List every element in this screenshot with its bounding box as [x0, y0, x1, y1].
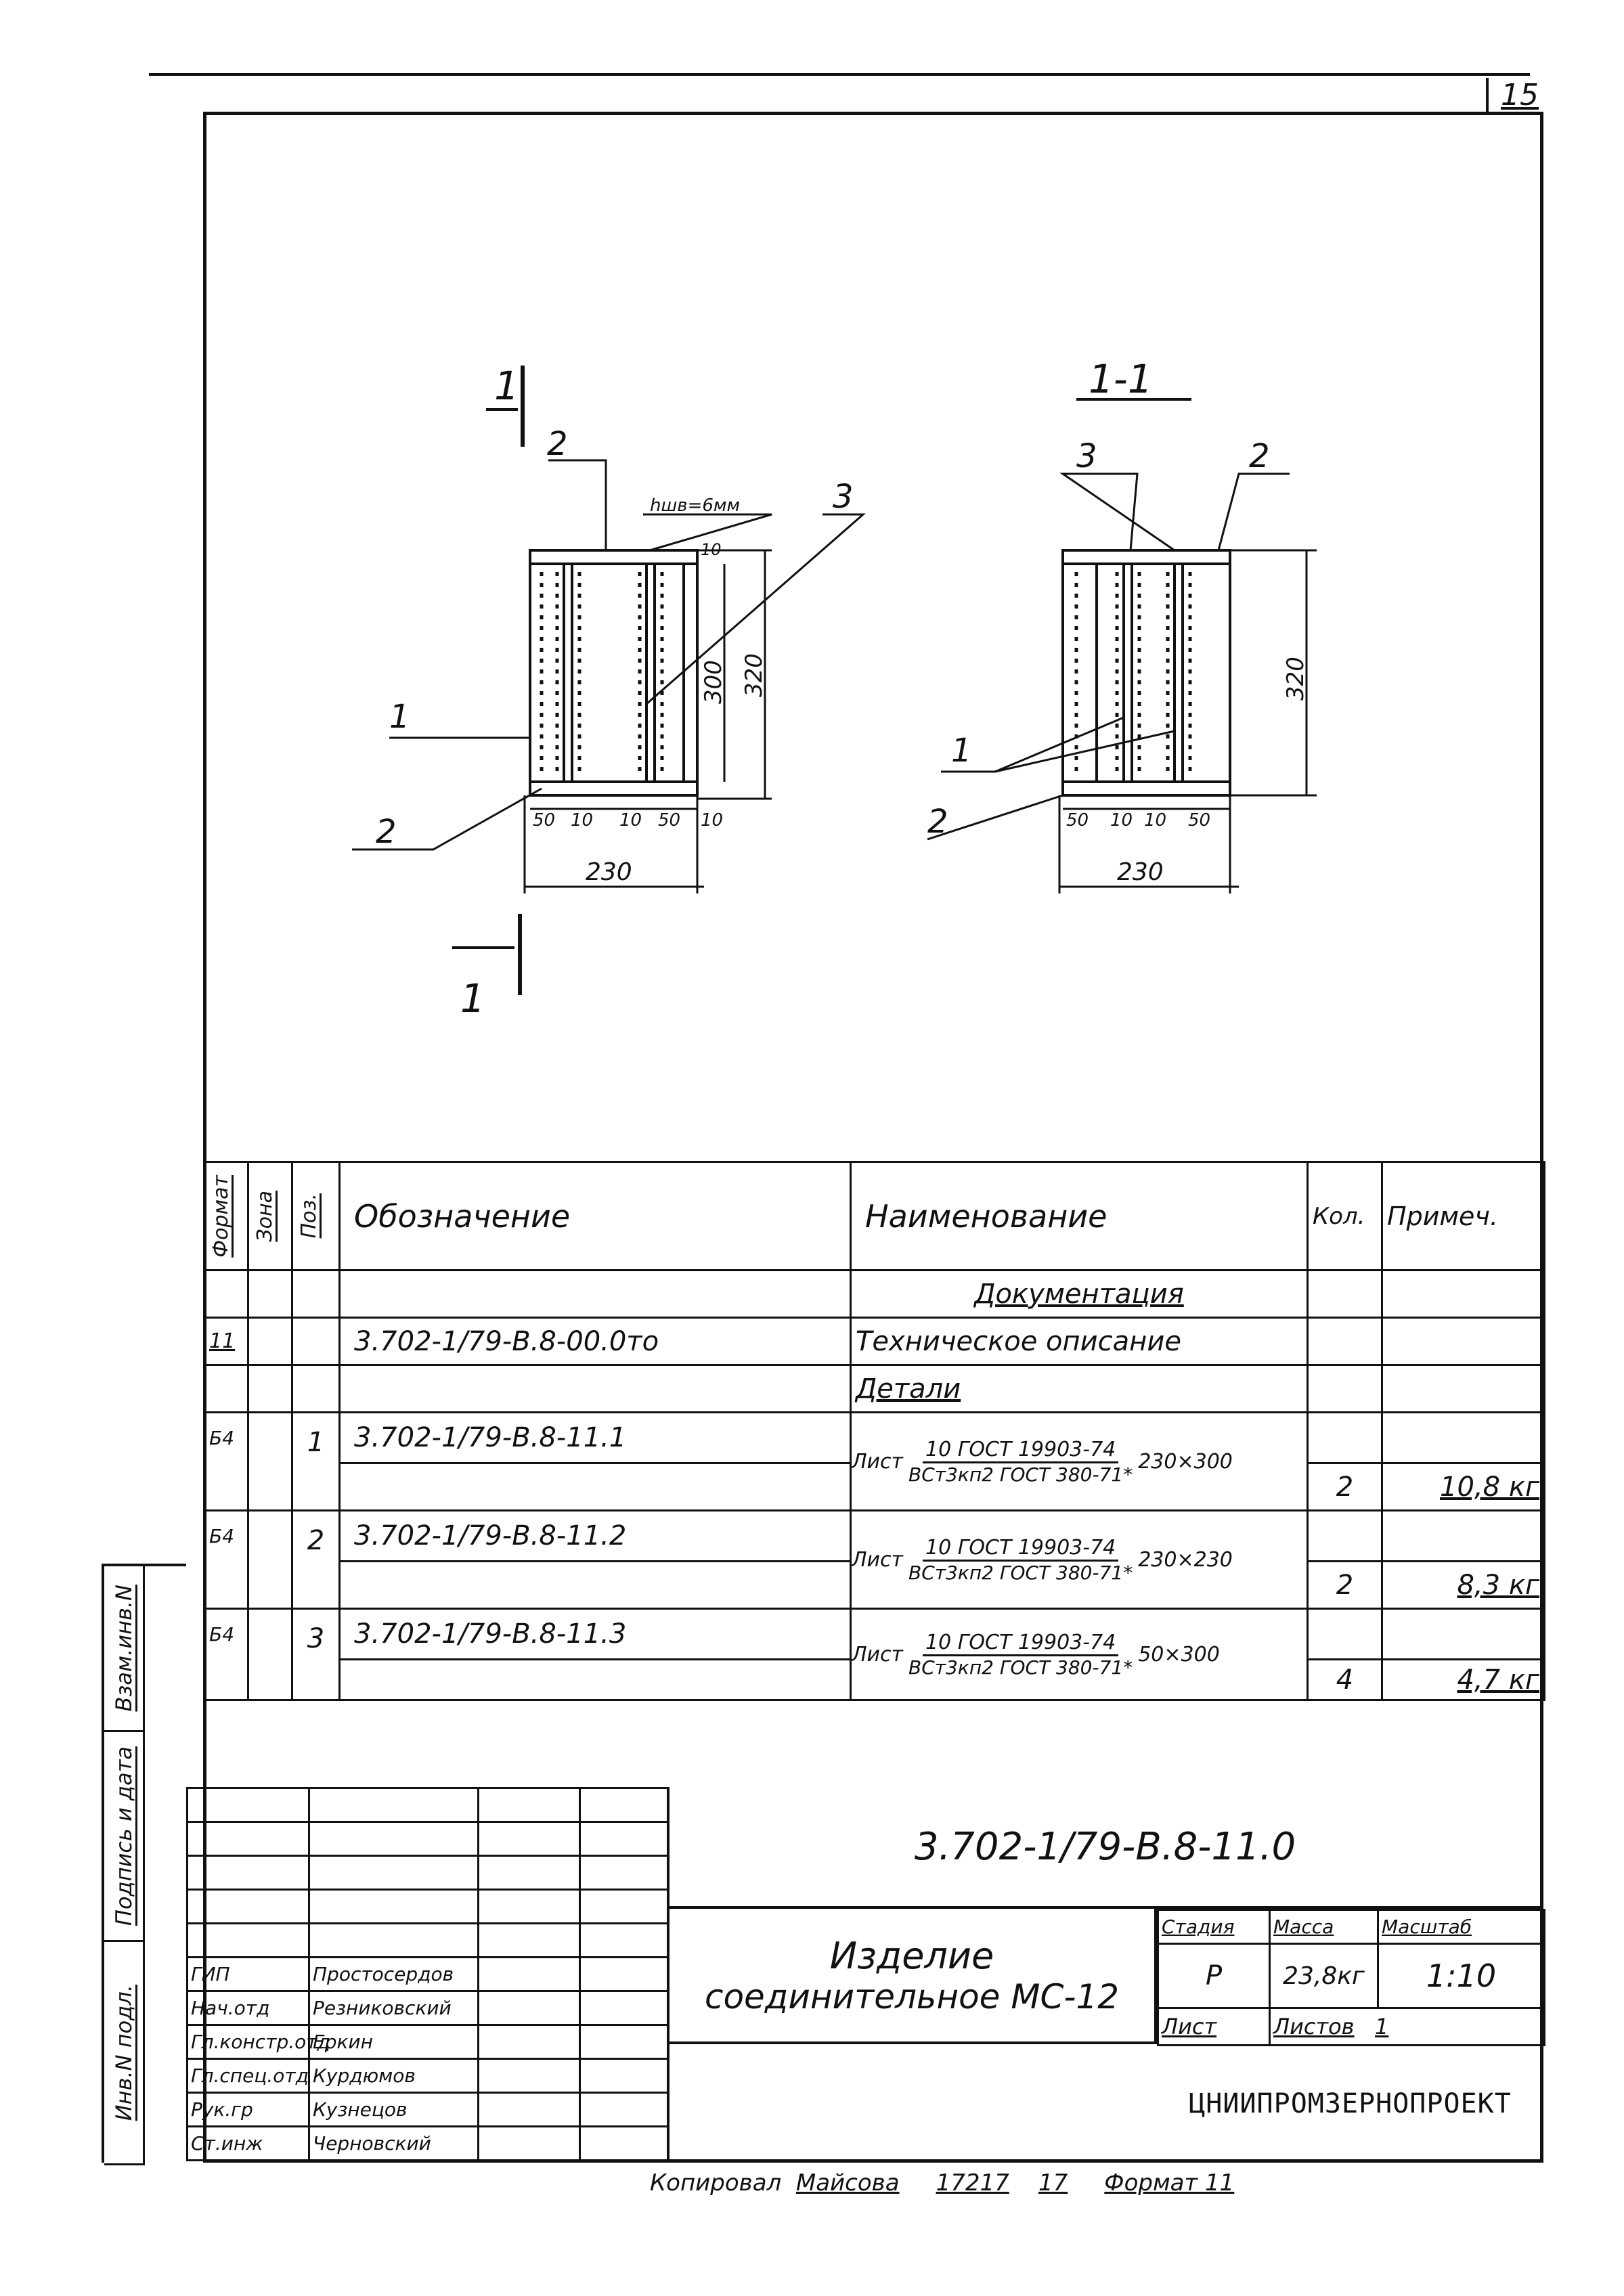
doc-designation: 3.702-1/79-В.8-00.0то — [340, 1318, 851, 1365]
section-label-bottom: 1 — [460, 975, 485, 1021]
staff-row: Гл.спец.отд Курдюмов — [188, 2059, 668, 2093]
side-stamp-column — [102, 1564, 186, 2163]
right-dim-a: 50 — [1066, 810, 1089, 831]
left-body — [530, 564, 697, 782]
part-material: Лист $\frac{\text{10 ГОСТ 19903-74}}{\text{ВСт3кп2 ГОСТ 380-71*}}$ 230×230 — [852, 1535, 1233, 1584]
left-bottom-plate — [530, 782, 697, 795]
staff-row: ГИП Простосердов — [188, 1958, 668, 1991]
vzam-inv-cell: Взам.инв.N — [104, 1566, 145, 1732]
left-callout-2-top: 2 — [547, 425, 568, 463]
part-note: 4,7 кг — [1382, 1660, 1545, 1700]
left-dim-b: 10 — [571, 810, 594, 831]
left-top-plate — [530, 550, 697, 564]
scale-value: 1:10 — [1378, 1944, 1545, 2008]
col-zone: Зона — [248, 1162, 292, 1271]
right-callout-1: 1 — [951, 732, 972, 770]
left-dim-c: 10 — [619, 810, 642, 831]
part-designation: 3.702-1/79-В.8-11.2 — [340, 1511, 851, 1562]
part-designation: 3.702-1/79-В.8-11.3 — [340, 1609, 851, 1660]
table-row: Б4 3 3.702-1/79-В.8-11.3 Лист $\frac{\text{10 ГОСТ 19903-74}}{\text{ВСт3кп2 ГОСТ 380-71*}}$ 50×300 — [204, 1609, 1545, 1660]
left-view-assembly — [352, 460, 863, 893]
right-callout-2-top: 2 — [1249, 437, 1270, 475]
right-callout-2-bottom: 2 — [927, 803, 948, 841]
col-format: Формат — [204, 1162, 248, 1271]
col-designation: Обозначение — [340, 1162, 851, 1271]
stage-mass-scale: Стадия Масса Масштаб Р 23,8кг 1:10 Лист Листов 1 — [1157, 1909, 1545, 2046]
organization: ЦНИИПРОМЗЕРНОПРОЕКТ — [1189, 2088, 1512, 2119]
left-dim-total-width: 230 — [586, 858, 632, 886]
table-row: Б4 2 3.702-1/79-В.8-11.2 Лист $\frac{\text{10 ГОСТ 19903-74}}{\text{ВСт3кп2 ГОСТ 380-71*}}$ 230×230 — [204, 1511, 1545, 1562]
col-pos: Поз. — [292, 1162, 340, 1271]
right-view-assembly — [927, 474, 1317, 893]
section-view-title: 1-1 — [1089, 356, 1153, 402]
right-dim-total-height: 320 — [1282, 657, 1309, 701]
right-dim-b: 10 — [1110, 810, 1133, 831]
doc-code: 3.702-1/79-В.8-11.0 — [914, 1824, 1296, 1869]
left-callout-3: 3 — [833, 478, 854, 516]
part-note: 8,3 кг — [1382, 1562, 1545, 1609]
right-callout-3: 3 — [1076, 437, 1097, 475]
part-material: Лист $\frac{\text{10 ГОСТ 19903-74}}{\text{ВСт3кп2 ГОСТ 380-71*}}$ 230×300 — [852, 1437, 1233, 1486]
inv-podl-cell: Инв.N подл. — [104, 1942, 145, 2165]
item-name-line2: соединительное МС-12 — [704, 1977, 1120, 2016]
left-dim-inner-height: 300 — [700, 660, 727, 704]
right-dim-total-width: 230 — [1117, 858, 1164, 886]
part-qty: 2 — [1308, 1562, 1382, 1609]
staff-signature-table — [186, 1787, 669, 2161]
left-callout-2-bottom: 2 — [376, 813, 397, 851]
part-designation: 3.702-1/79-В.8-11.1 — [340, 1413, 851, 1463]
staff-row: Нач.отд Резниковский — [188, 1991, 668, 2025]
part-note: 10,8 кг — [1382, 1463, 1545, 1511]
staff-row: Ст.инж Черновский — [188, 2127, 668, 2161]
part-qty: 4 — [1308, 1660, 1382, 1700]
left-dim-e: 10 — [701, 810, 724, 831]
left-dim-d: 50 — [658, 810, 681, 831]
left-callout-1: 1 — [389, 698, 410, 736]
staff-row: Рук.гр Кузнецов — [188, 2093, 668, 2127]
title-block-main — [667, 1787, 1543, 2163]
left-dim-top: 10 — [701, 540, 722, 559]
stage-value: Р — [1158, 1944, 1270, 2008]
specification-table — [203, 1161, 1545, 1701]
left-dim-total-height: 320 — [741, 653, 768, 697]
left-dim-a: 50 — [533, 810, 556, 831]
section-parts: Детали — [856, 1373, 961, 1405]
section-docs: Документация — [974, 1278, 1184, 1310]
doc-format: 11 — [204, 1318, 248, 1365]
weld-note: hшв=6мм — [650, 495, 741, 516]
col-name: Наименование — [851, 1162, 1308, 1271]
right-dim-c: 10 — [1144, 810, 1167, 831]
col-note: Примеч. — [1382, 1162, 1545, 1271]
section-label-top: 1 — [494, 363, 519, 409]
col-qty: Кол. — [1308, 1162, 1382, 1271]
staff-row: Гл.констр.отд Еркин — [188, 2025, 668, 2059]
mass-value: 23,8кг — [1270, 1944, 1378, 2008]
table-row: Б4 1 3.702-1/79-В.8-11.1 Лист $\frac{\text{10 ГОСТ 19903-74}}{\text{ВСт3кп2 ГОСТ 380-71*}}$ 230×300 — [204, 1413, 1545, 1463]
part-material: Лист $\frac{\text{10 ГОСТ 19903-74}}{\text{ВСт3кп2 ГОСТ 380-71*}}$ 50×300 — [852, 1630, 1220, 1679]
item-name-line1: Изделие — [829, 1934, 994, 1977]
right-dim-d: 50 — [1188, 810, 1211, 831]
podpis-cell: Подпись и дата — [104, 1732, 145, 1942]
sheet-number: 15 — [1486, 78, 1547, 113]
footer-line: Копировал Майсова 17217 17 Формат 11 — [650, 2169, 1235, 2196]
section-row-docs — [204, 1271, 1545, 1318]
doc-row — [204, 1318, 1545, 1365]
doc-name: Техническое описание — [851, 1318, 1308, 1365]
spec-header-row — [204, 1162, 1545, 1271]
section-row-parts — [204, 1365, 1545, 1413]
part-qty: 2 — [1308, 1463, 1382, 1511]
